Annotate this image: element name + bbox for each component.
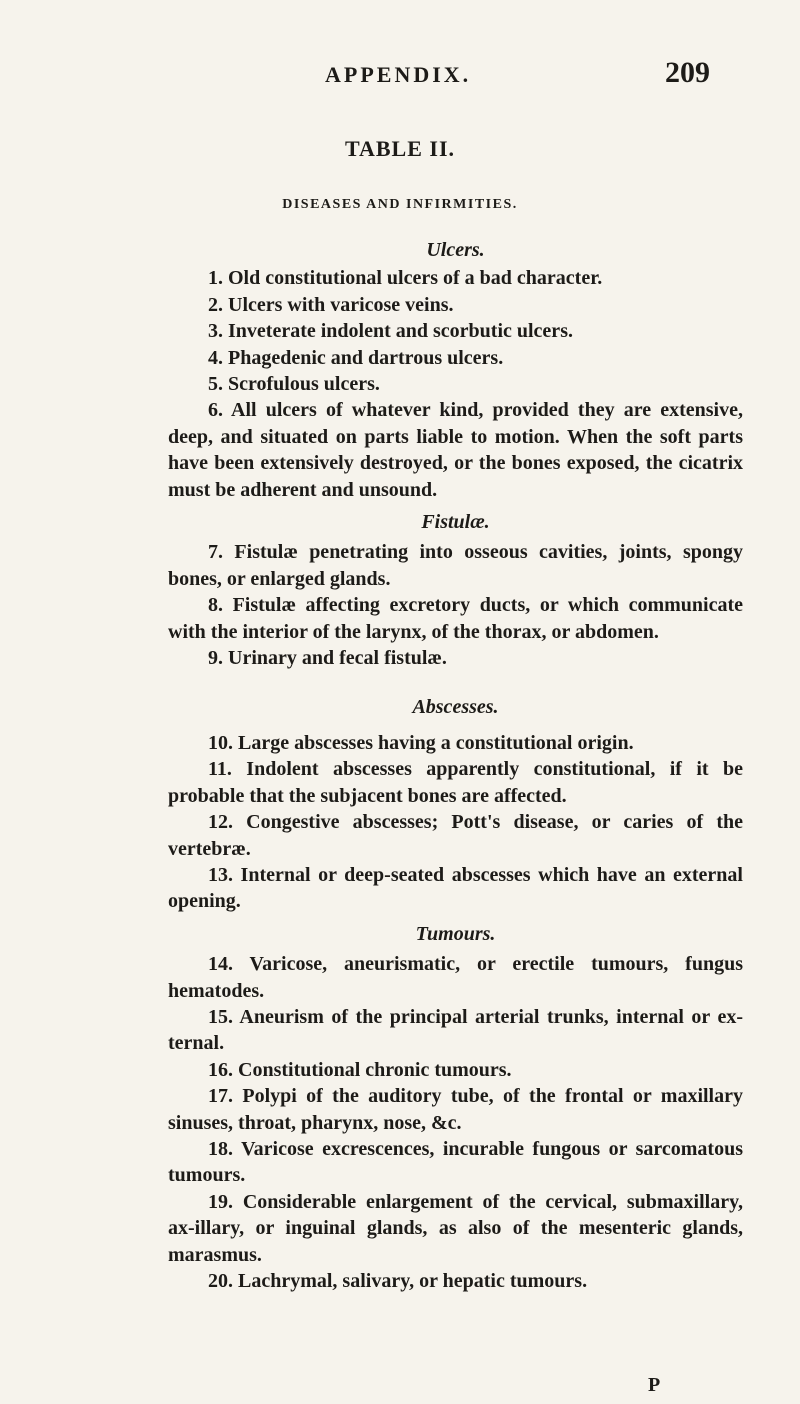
subsection-heading-abscesses: Abscesses. (412, 695, 499, 718)
list-item: 14. Varicose, aneurismatic, or erectile tumours, fungus hematodes. (168, 953, 743, 1002)
subsection-heading-ulcers: Ulcers. (426, 239, 485, 261)
signature-mark: P (648, 1374, 661, 1396)
list-item: 1. Old constitutional ulcers of a bad character. (208, 267, 603, 290)
section-heading: DISEASES AND INFIRMITIES. (282, 197, 518, 212)
page-number: 209 (665, 56, 710, 89)
subsection-heading-fistulae: Fistulæ. (421, 511, 490, 534)
list-item: 8. Fistulæ affecting excretory ducts, or which communicate with the interior of the larynx, of the thorax, or abdomen. (168, 594, 743, 643)
running-head (0, 56, 800, 96)
list-item: 7. Fistulæ penetrating into osseous cavities, joints, spongy bones, or enlarged glands. (168, 541, 743, 590)
list-item: 13. Internal or deep-seated abscesses which have an external opening. (168, 863, 743, 913)
list-item: 16. Constitutional chronic tumours. (208, 1058, 512, 1081)
table-body (168, 237, 743, 1294)
list-item: 15. Aneurism of the principal arterial trunks, internal or ex-ternal. (168, 1005, 743, 1055)
list-item: 9. Urinary and fecal fistulæ. (208, 647, 447, 670)
table-title: TABLE II. (344, 136, 456, 161)
list-item: 2. Ulcers with varicose veins. (208, 293, 454, 316)
list-item: 17. Polypi of the auditory tube, of the frontal or maxillary sinuses, throat, pharynx, nose, &c. (168, 1085, 743, 1134)
list-item: 19. Considerable enlargement of the cervical, submaxillary, ax-illary, or inguinal glands, as also of the mesenteric glands, marasmus. (168, 1190, 743, 1266)
list-item: 20. Lachrymal, salivary, or hepatic tumours. (208, 1270, 588, 1293)
list-item: 5. Scrofulous ulcers. (208, 373, 380, 396)
list-item: 11. Indolent abscesses apparently constitutional, if it be probable that the subjacent bones are affected. (168, 758, 743, 807)
list-item: 10. Large abscesses having a constitutional origin. (208, 731, 634, 754)
running-title: APPENDIX. (325, 62, 472, 87)
subsection-heading-tumours: Tumours. (415, 922, 496, 945)
list-item: 6. All ulcers of whatever kind, provided they are extensive, deep, and situated on parts liable to motion. When the soft parts have been extensively destroyed, or the bones exposed, the cicatrix must be adherent and unsound. (168, 399, 743, 501)
list-item: 12. Congestive abscesses; Pott's disease, or caries of the vertebræ. (168, 811, 743, 860)
list-item: 3. Inveterate indolent and scorbutic ulcers. (208, 320, 573, 343)
list-item: 18. Varicose excrescences, incurable fungous or sarcomatous tumours. (168, 1138, 743, 1187)
list-item: 4. Phagedenic and dartrous ulcers. (208, 346, 504, 369)
